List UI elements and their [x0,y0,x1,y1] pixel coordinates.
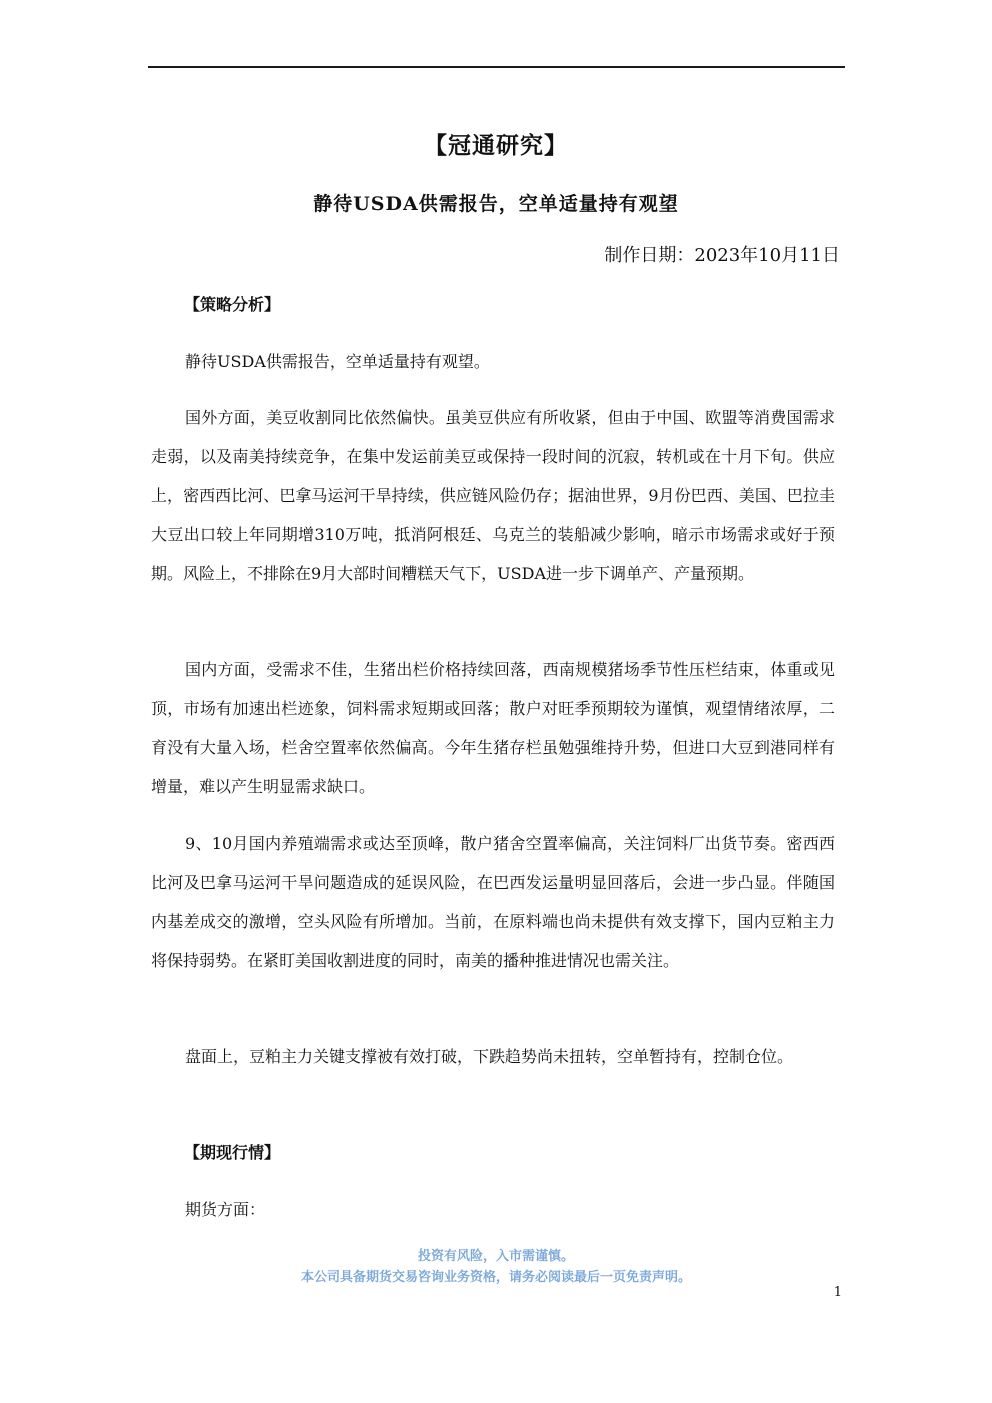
paragraph-technical: 盘面上，豆粕主力关键支撑被有效打破，下跌趋势尚未扭转，空单暂持有，控制仓位。 [185,1047,794,1066]
risk-warning: 投资有风险，入市需谨慎。 [417,1249,574,1264]
strategy-summary: 静待USDA供需报告，空单适量持有观望。 [185,352,490,371]
market-heading: 【期现行情】 [184,1143,281,1162]
paragraph-domestic: 国内方面，受需求不佳，生猪出栏价格持续回落，西南规模猪场季节性压栏结束，体重或见顶，市场有加速出栏迹象，饲料需求短期或回落；散户对旺季预期较为谨慎，观望情绪浓厚，二育没有大量入场，栏舍空置率依然偏高。今年生猪存栏虽勉强维持升势，但进口大豆到港同样有增量，难以产生明显需求缺口。 [151,660,835,796]
paragraph-futures: 期货方面： [185,1200,266,1219]
page-number: 1 [833,1285,842,1300]
report-brand: 【冠通研究】 [424,132,568,159]
paragraph-foreign: 国外方面，美豆收割同比依然偏快。虽美豆供应有所收紧，但由于中国、欧盟等消费国需求走弱，以及南美持续竞争，在集中发运前美豆或保持一段时间的沉寂，转机或在十月下旬。供应上，密西西比河、巴拿马运河干旱持续，供应链风险仍存；据油世界，9月份巴西、美国、巴拉圭大豆出口较上年同期增310万吨，抵消阿根廷、乌克兰的装船减少影响，暗示市场需求或好于预期。风险上，不排除在9月大部时间糟糕天气下，USDA进一步下调单产、产量预期。 [151,408,835,583]
report-date: 制作日期：2023年10月11日 [604,245,840,266]
disclaimer-note: 本公司具备期货交易咨询业务资格，请务必阅读最后一页免责声明。 [300,1270,691,1285]
paragraph-outlook: 9、10月国内养殖端需求或达至顶峰，散户猪舍空置率偏高，关注饲料厂出货节奏。密西西比河及巴拿马运河干旱问题造成的延误风险，在巴西发运量明显回落后，会进一步凸显。伴随国内基差成交的激增，空头风险有所增加。当前，在原料端也尚未提供有效支撑下，国内豆粕主力将保持弱势。在紧盯美国收割进度的同时，南美的播种推进情况也需关注。 [151,834,835,970]
report-title: 静待USDA供需报告，空单适量持有观望 [313,193,679,215]
strategy-heading: 【策略分析】 [184,295,281,314]
header-rule [148,66,845,68]
